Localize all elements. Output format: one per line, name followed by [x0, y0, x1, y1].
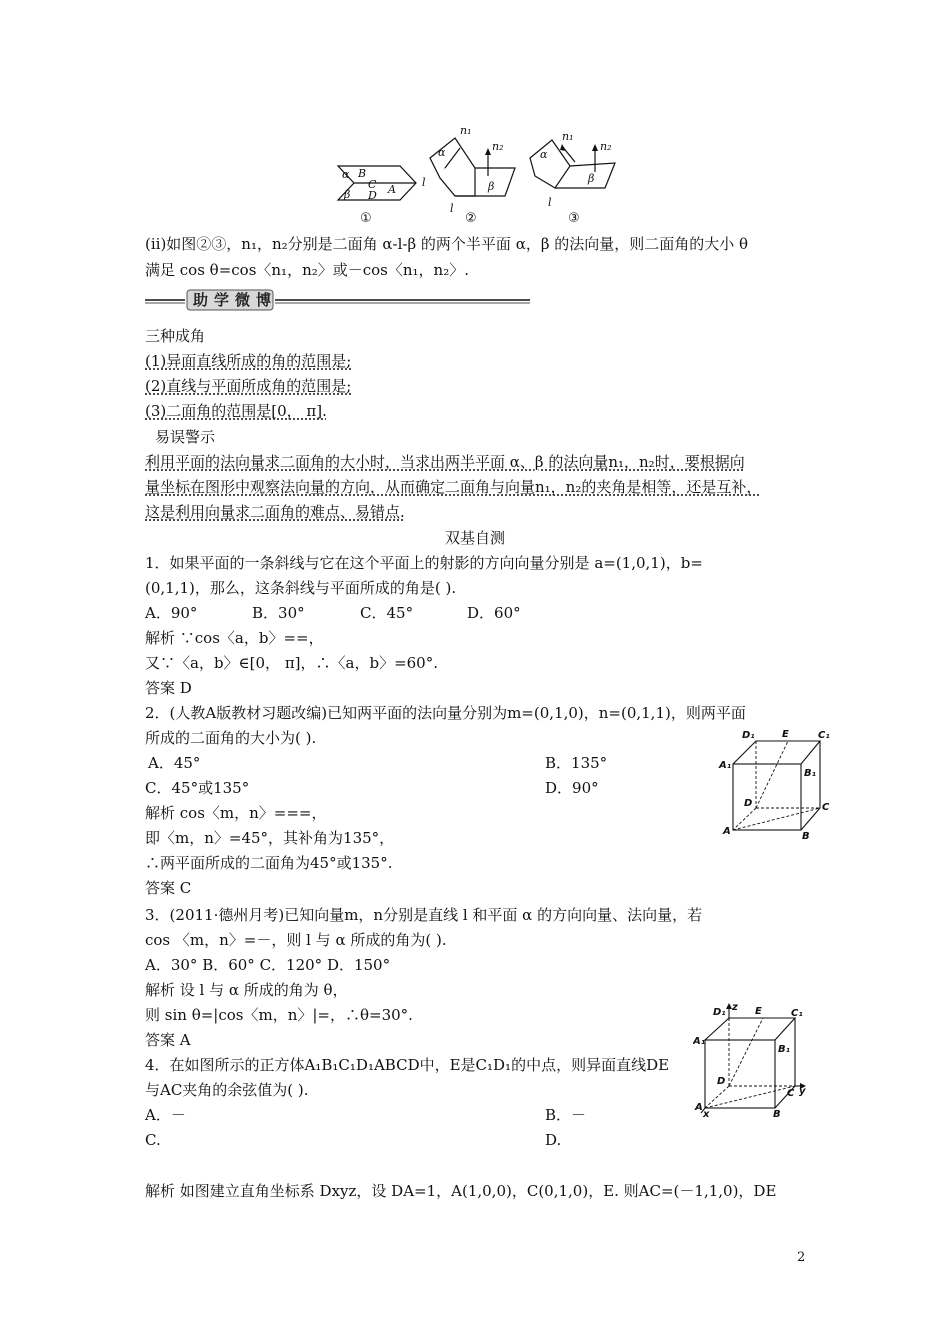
q4-option-c: C. [145, 1131, 161, 1149]
cube1-D1: D₁ [742, 730, 755, 741]
q1-analysis-1: 解析 ∵cos〈a，b〉==， [145, 629, 324, 647]
warning-line-2: 量坐标在图形中观察法向量的方向，从而确定二面角与向量n₁，n₂的夹角是相等，还是互补， [145, 478, 762, 496]
q2-option-a: A．45° [148, 754, 201, 772]
q1-option-b: B．30° [252, 604, 305, 622]
para-ii-line1: (ⅱ)如图②③，n₁，n₂分别是二面角 α-l-β 的两个半平面 α，β 的法向量，则二面角的大小 θ [145, 235, 749, 253]
cube1-A: A [723, 826, 731, 837]
q3-analysis-1: 解析 设 l 与 α 所成的角为 θ， [145, 981, 348, 999]
fig1-B: B [358, 167, 367, 180]
q4-line2: 与AC夹角的余弦值为( ). [145, 1081, 309, 1099]
fig3-n1: n₁ [562, 130, 574, 143]
q3-analysis-2: 则 sin θ=|cos〈m，n〉|=，∴θ=30°. [145, 1006, 413, 1024]
q2-option-d: D．90° [545, 779, 599, 797]
cube2-D1: D₁ [713, 1007, 726, 1018]
cube1-C: C [822, 802, 830, 813]
cube2-z: z [732, 1002, 738, 1013]
three-angles-item-3: (3)二面角的范围是[0， π]. [145, 402, 327, 420]
fig3-l: l [548, 196, 552, 209]
section-title: 双基自测 [444, 529, 505, 547]
q1-option-a: A．90° [145, 604, 198, 622]
cube1-C1: C₁ [818, 730, 830, 741]
q3-options: A．30° B．60° C．120° D．150° [145, 956, 391, 974]
fig2-n1: n₁ [460, 128, 472, 137]
cube1-B1: B₁ [804, 768, 817, 779]
q4-option-b: B．－ [545, 1106, 587, 1124]
fig1-alpha: α [342, 168, 350, 181]
three-angles-item-2: (2)直线与平面所成角的范围是; [145, 377, 352, 395]
q1-option-c: C．45° [360, 604, 414, 622]
cube2-A: A [695, 1102, 703, 1113]
caption-2: ② [465, 211, 477, 226]
q1-line1: 1．如果平面的一条斜线与它在这个平面上的射影的方向向量分别是 a=(1,0,1)，b= [145, 554, 703, 572]
q2-answer: 答案 C [145, 879, 192, 897]
cube-figure-1 [718, 726, 838, 841]
q3-answer: 答案 A [145, 1031, 191, 1049]
q2-analysis-3: ∴两平面所成的二面角为45°或135°. [145, 854, 393, 872]
fig1-beta: β [344, 188, 351, 201]
cube-figure-2 [693, 1000, 813, 1120]
cube2-B1: B₁ [778, 1044, 791, 1055]
caption-3: ③ [568, 211, 580, 226]
cube2-B: B [773, 1109, 781, 1120]
q3-line1: 3．(2011·德州月考)已知向量m，n分别是直线 l 和平面 α 的方向向量、法向量，若 [145, 906, 703, 924]
dihedral-figure [330, 128, 630, 228]
fig3-alpha: α [540, 148, 548, 161]
three-angles-heading: 三种成角 [145, 327, 206, 345]
cube2-C: C [787, 1088, 795, 1099]
fig2-l: l [450, 202, 454, 215]
q2-analysis-2: 即〈m，n〉=45°，其补角为135°， [145, 829, 395, 847]
para-ii-line2: 满足 cos θ=cos〈n₁，n₂〉或－cos〈n₁，n₂〉. [145, 261, 469, 279]
banner [145, 287, 530, 313]
warning-line-1: 利用平面的法向量求二面角的大小时，当求出两半平面 α、β 的法向量n₁，n₂时，要根据向 [145, 453, 745, 471]
q4-analysis: 解析 如图建立直角坐标系 Dxyz，设 DA=1，A(1,0,0)，C(0,1,0)，E. 则AC=(－1,1,0)，DE [145, 1182, 777, 1200]
fig2-alpha: α [438, 146, 446, 159]
cube1-E: E [782, 729, 789, 740]
fig2-beta: β [488, 180, 495, 193]
fig3-n2: n₂ [600, 140, 612, 153]
cube2-y: y [799, 1086, 806, 1097]
q1-analysis-2: 又∵〈a，b〉∈[0， π]，∴〈a，b〉=60°. [145, 654, 438, 672]
warning-heading: 易误警示 [155, 428, 216, 446]
three-angles-item-1: (1)异面直线所成的角的范围是; [145, 352, 352, 370]
cube2-E: E [755, 1006, 762, 1017]
q1-option-d: D．60° [467, 604, 521, 622]
fig2-n2: n₂ [492, 140, 504, 153]
q2-option-c: C．45°或135° [145, 779, 250, 797]
q3-line2: cos 〈m，n〉=－，则 l 与 α 所成的角为( ). [145, 931, 447, 949]
cube1-A1: A₁ [719, 760, 732, 771]
q1-line2: (0,1,1)，那么，这条斜线与平面所成的角是( ). [145, 579, 457, 597]
q1-answer: 答案 D [145, 679, 192, 697]
q2-line2: 所成的二面角的大小为( ). [145, 729, 317, 747]
q2-analysis-1: 解析 cos〈m，n〉===， [145, 804, 327, 822]
fig1-A: A [388, 183, 396, 196]
q4-option-d: D. [545, 1131, 562, 1149]
banner-title: 助学微博 [193, 291, 278, 309]
fig1-l: l [422, 176, 426, 189]
q4-line1: 4．在如图所示的正方体A₁B₁C₁D₁ABCD中，E是C₁D₁的中点，则异面直线DE [145, 1056, 670, 1074]
fig3-beta: β [588, 172, 595, 185]
page-number: 2 [797, 1250, 806, 1265]
warning-line-3: 这是利用向量求二面角的难点、易错点. [145, 503, 405, 521]
cube1-B: B [802, 831, 810, 841]
caption-1: ① [360, 211, 372, 226]
cube1-D: D [744, 798, 753, 809]
fig1-C: C [368, 178, 377, 191]
q4-option-a: A．－ [145, 1106, 186, 1124]
cube2-D: D [717, 1076, 726, 1087]
cube2-C1: C₁ [791, 1008, 803, 1019]
cube2-x: x [703, 1109, 710, 1120]
q2-line1: 2．(人教A版教材习题改编)已知两平面的法向量分别为m=(0,1,0)，n=(0,1,1)，则两平面 [145, 704, 746, 722]
q2-option-b: B．135° [545, 754, 608, 772]
cube2-A1: A₁ [693, 1036, 706, 1047]
fig1-D: D [368, 189, 377, 202]
